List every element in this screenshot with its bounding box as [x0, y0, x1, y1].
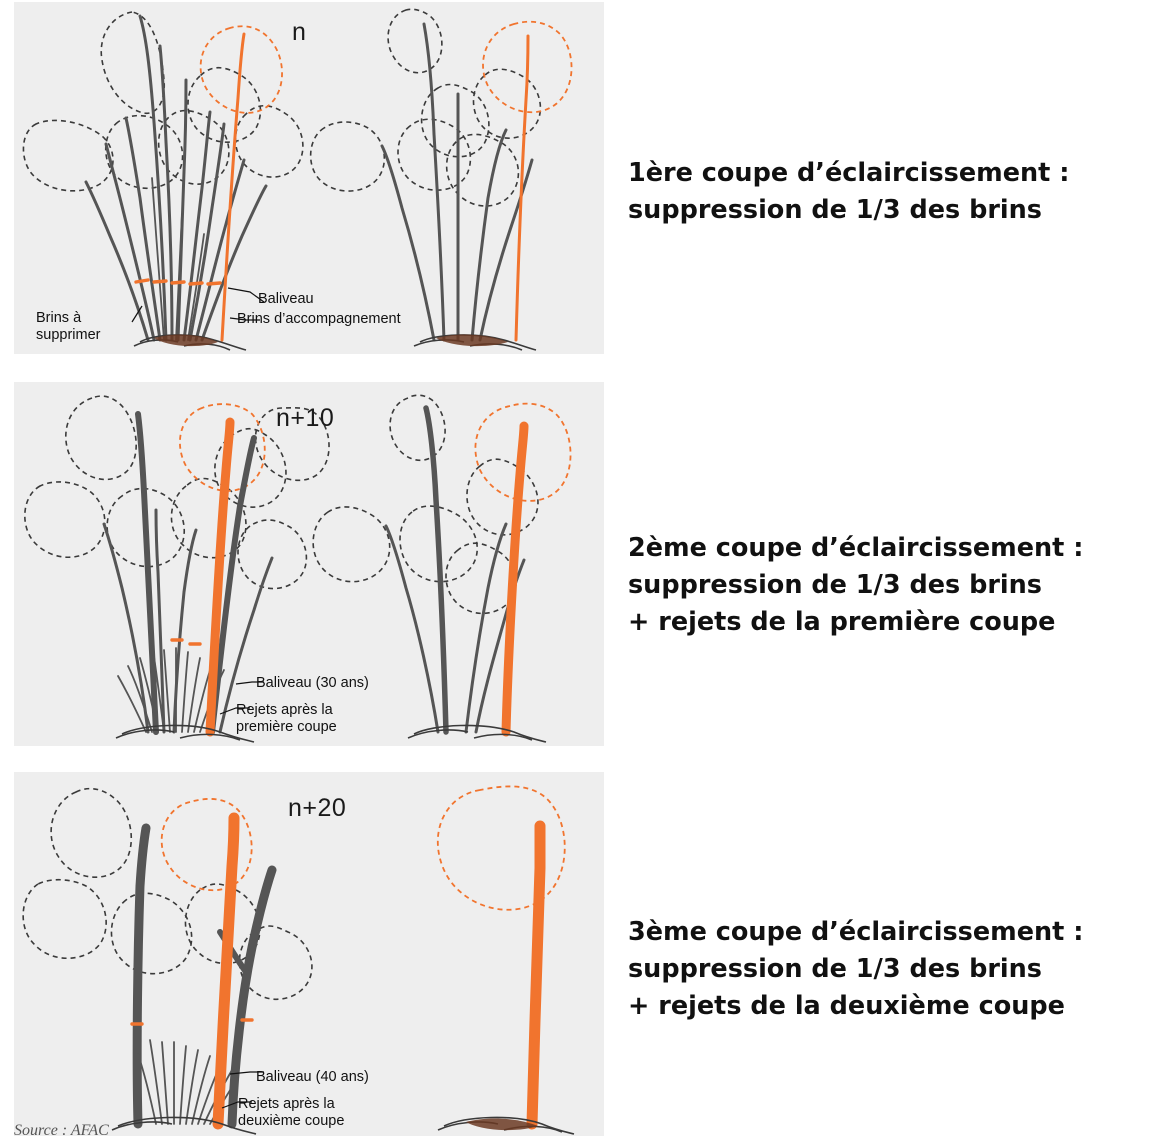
caption-2-line-3: + rejets de la première coupe	[628, 607, 1056, 637]
baliveau-stem-right	[532, 826, 540, 1124]
stump-fill-right	[436, 335, 508, 347]
cut-marks-left	[132, 1020, 252, 1024]
annotation-baliveau-30ans: Baliveau (30 ans)	[256, 675, 369, 691]
stage-label-n20: n+20	[288, 794, 347, 822]
canopy-outlines-right	[313, 395, 538, 613]
annotation-rejets-line2: première coupe	[236, 719, 337, 735]
source-note: Source : AFAC	[14, 1122, 109, 1139]
caption-1-line-1: 1ère coupe d’éclaircissement :	[628, 158, 1070, 188]
stems-right	[382, 24, 532, 340]
baliveau-stem-right	[506, 426, 524, 732]
caption-2	[628, 530, 1148, 641]
caption-2-line-2: suppression de 1/3 des brins	[628, 570, 1042, 600]
stump-left	[116, 725, 254, 742]
caption-3-line-3: + rejets de la deuxième coupe	[628, 991, 1065, 1021]
cut-marks-left	[172, 640, 200, 644]
annotation-brins-accompagnement: Brins d’accompagnement	[237, 311, 401, 327]
annotation-rejets-line1: Rejets après la	[236, 702, 333, 718]
caption-3-line-1: 3ème coupe d’éclaircissement :	[628, 917, 1084, 947]
stems-left-thick	[137, 828, 272, 1124]
figure-row-1	[0, 0, 1158, 360]
annotation-brins-a-supprimer-line1: Brins à	[36, 310, 82, 326]
annotation-brins-a-supprimer-line2: supprimer	[36, 327, 101, 343]
figure-row-2	[0, 382, 1158, 748]
caption-1-line-2: suppression de 1/3 des brins	[628, 195, 1042, 225]
baliveau-stem-left	[222, 34, 244, 340]
stage-label-n: n	[292, 18, 307, 46]
caption-3-line-2: suppression de 1/3 des brins	[628, 954, 1042, 984]
stump-fill-left	[154, 335, 218, 347]
caption-2-line-1: 2ème coupe d’éclaircissement :	[628, 533, 1084, 563]
baliveau-stem-right	[516, 36, 528, 340]
annotation-rejets-deuxieme-line2: deuxième coupe	[238, 1113, 345, 1129]
figure-row-3	[0, 772, 1158, 1138]
caption-1	[628, 155, 1148, 229]
canopy-outline-highlight-right	[438, 786, 565, 909]
annotation-baliveau-40ans: Baliveau (40 ans)	[256, 1069, 369, 1085]
annotation-rejets-deuxieme-line1: Rejets après la	[238, 1096, 335, 1112]
stage-label-n10: n+10	[276, 404, 335, 432]
annotation-baliveau: Baliveau	[258, 291, 314, 307]
caption-3	[628, 914, 1148, 1025]
